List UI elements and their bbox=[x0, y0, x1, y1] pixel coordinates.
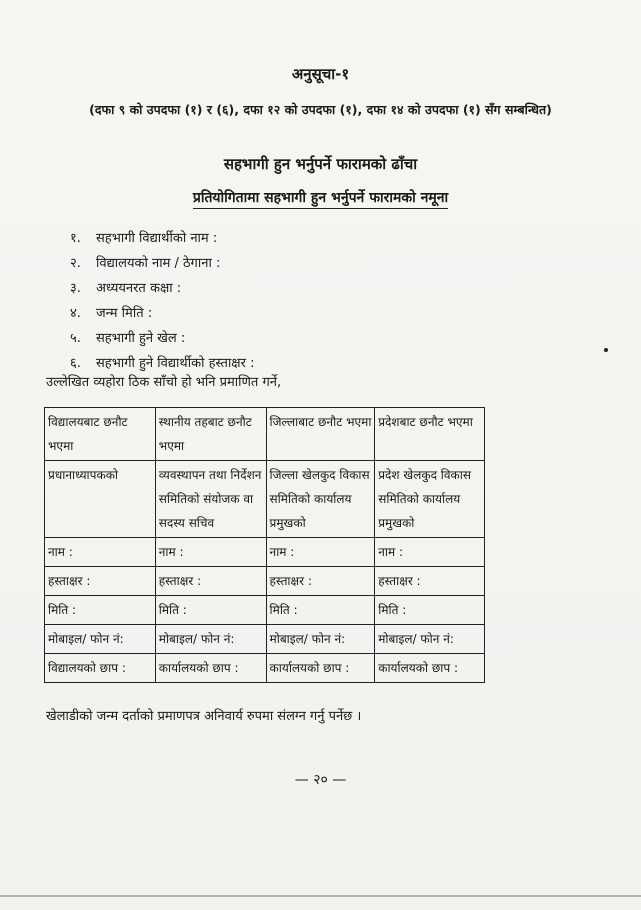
field-item bbox=[70, 226, 590, 251]
table-cell: जिल्ला खेलकुद विकास समितिको कार्यालय प्रमुखको bbox=[266, 461, 375, 538]
table-row-date bbox=[45, 596, 485, 625]
table-cell: नाम : bbox=[375, 538, 485, 567]
field-number: ५. bbox=[70, 331, 81, 346]
table-row-signature bbox=[45, 567, 485, 596]
table-cell: विद्यालयको छाप : bbox=[45, 654, 156, 683]
table-row-stamp bbox=[45, 654, 485, 683]
field-label: जन्म मिति : bbox=[96, 306, 153, 321]
annex-title: अनुसूचा-१ bbox=[291, 65, 350, 83]
table-cell: मोबाइल/ फोन नं: bbox=[266, 625, 375, 654]
table-cell: नाम : bbox=[266, 538, 375, 567]
field-label: सहभागी हुने खेल : bbox=[96, 331, 186, 346]
table-cell: मिति : bbox=[155, 596, 266, 625]
page-number: — २० — bbox=[294, 772, 347, 788]
field-label: विद्यालयको नाम / ठेगाना : bbox=[96, 256, 221, 271]
table-cell: मिति : bbox=[266, 596, 375, 625]
table-cell: जिल्लाबाट छनौट भएमा bbox=[266, 408, 375, 461]
table-cell: मिति : bbox=[375, 596, 485, 625]
field-number: २. bbox=[70, 256, 81, 271]
field-item bbox=[70, 301, 590, 326]
table-cell: प्रदेशबाट छनौट भएमा bbox=[375, 408, 485, 461]
scan-edge-line bbox=[0, 895, 641, 897]
field-label: सहभागी हुने विद्यार्थीको हस्ताक्षर : bbox=[96, 356, 255, 371]
section-reference: (दफा ९ को उपदफा (१) र (६), दफा १२ को उपदफा (१), दफा १४ को उपदफा (१) सँग सम्बन्धित) bbox=[89, 102, 552, 117]
table-cell: व्यवस्थापन तथा निर्देशन समितिको संयोजक वा सदस्य सचिव bbox=[155, 461, 266, 538]
table-cell: मोबाइल/ फोन नं: bbox=[375, 625, 485, 654]
table-row-name bbox=[45, 538, 485, 567]
table-cell: हस्ताक्षर : bbox=[266, 567, 375, 596]
field-number: १. bbox=[70, 231, 81, 246]
table-row-phone bbox=[45, 625, 485, 654]
table-cell: स्थानीय तहबाट छनौट भएमा bbox=[155, 408, 266, 461]
table-row-headers bbox=[45, 408, 485, 461]
footer-note: खेलाडीको जन्म दर्ताको प्रमाणपत्र अनिवार्य रुपमा संलग्न गर्नु पर्नेछ । bbox=[46, 709, 362, 724]
field-item bbox=[70, 276, 590, 301]
certification-text: उल्लेखित व्यहोरा ठिक साँचो हो भनि प्रमाणित गर्ने, bbox=[46, 375, 282, 390]
participant-fields-list bbox=[70, 226, 590, 376]
table-cell: मोबाइल/ फोन नं: bbox=[45, 625, 156, 654]
table-cell: कार्यालयको छाप : bbox=[155, 654, 266, 683]
field-number: ४. bbox=[70, 306, 81, 321]
table-cell: मोबाइल/ फोन नं: bbox=[155, 625, 266, 654]
ink-speck bbox=[604, 348, 608, 352]
sample-heading-text: प्रतियोगितामा सहभागी हुन भर्नुपर्ने फारामको नमूना bbox=[193, 190, 448, 209]
field-number: ३. bbox=[70, 281, 81, 296]
verification-table bbox=[44, 407, 485, 683]
table-cell: नाम : bbox=[45, 538, 156, 567]
table-cell: कार्यालयको छाप : bbox=[375, 654, 485, 683]
form-heading: सहभागी हुन भर्नुपर्ने फारामको ढाँचा bbox=[223, 155, 418, 173]
field-label: अध्ययनरत कक्षा : bbox=[96, 281, 182, 296]
table-cell: प्रदेश खेलकुद विकास समितिको कार्यालय प्रमुखको bbox=[375, 461, 485, 538]
field-label: सहभागी विद्यार्थीको नाम : bbox=[96, 231, 218, 246]
table-row-authorities bbox=[45, 461, 485, 538]
sample-heading bbox=[0, 188, 641, 207]
table-cell: हस्ताक्षर : bbox=[375, 567, 485, 596]
table-cell: हस्ताक्षर : bbox=[45, 567, 156, 596]
table-cell: नाम : bbox=[155, 538, 266, 567]
table-cell: कार्यालयको छाप : bbox=[266, 654, 375, 683]
table-cell: हस्ताक्षर : bbox=[155, 567, 266, 596]
table-cell: विद्यालयबाट छनौट भएमा bbox=[45, 408, 156, 461]
field-item bbox=[70, 326, 590, 351]
field-item bbox=[70, 251, 590, 276]
field-number: ६. bbox=[70, 356, 81, 371]
table-cell: मिति : bbox=[45, 596, 156, 625]
table-cell: प्रधानाध्यापकको bbox=[45, 461, 156, 538]
